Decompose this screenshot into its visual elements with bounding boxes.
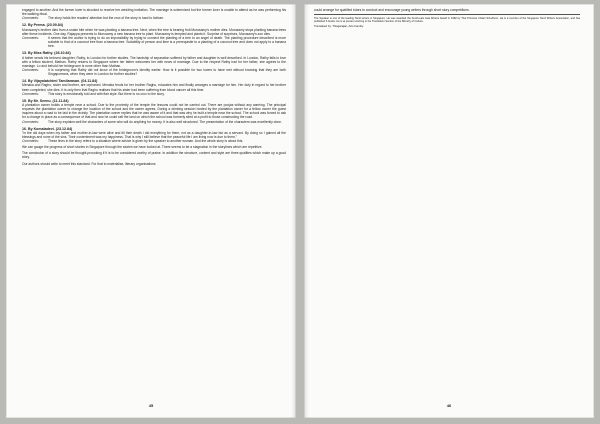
entry-body: A father sends his beloved daughter, Rathy, to London for further studies. The hardship of separation suffered by father and daughter is well described. In London, Rathy falls in love with a fellow student, Mathan. Rathy returns to Singapore where her father welcomes her with news of marriage. Due to the respect Rathy had for her father, she agrees to the marriage. Lo and behold her bridegroom is none other than Mathan. (22, 55, 286, 68)
intro-comment (22, 16, 286, 20)
closing-paragraph: We can gauge the progress of short stories in Singapore through the stories we have looked at. There seems to be a stagnation in the storylines which are repetitive. (22, 145, 263, 150)
continuation-paragraph: could arrange for qualified tutors to conduct and encourage young writers through short story competitions. (314, 8, 470, 12)
closing-paragraph: Our authors should write to meet this standard. For that to materialise, literary organisations (22, 161, 156, 166)
page-number: 45 (148, 403, 154, 408)
comment-label: Comments: (22, 91, 39, 96)
intro-paragraph: engaged to another. And the former lover is shocked to receive her wedding invitation. The marriage is solemnized but the former lover is unable to attend as he was performing his fire-walking ritual. (22, 8, 286, 17)
entry-heading: 12. By Prema. (23.09.84) (22, 23, 63, 28)
entry-heading: 14. By Vijayalatchimi Tamilarasan. (04.11.84) (22, 79, 98, 84)
entry-comment (22, 68, 286, 76)
comment-label: Comments: (22, 16, 39, 21)
translator-credit: Translated by: Thiagarajan, Arts Faculty. (314, 23, 364, 28)
author-note: The Speaker is one of the leading Tamil writers in Singapore. He was awarded the South-east Asia Writers Award in 1982 by Thai Princess Chakri Sirindhorn. He is a member of the Singapore Tamil Writers Association, and has published 6 books. He is at present working in the Translation Section of the Ministry of Culture. (314, 17, 580, 24)
entry-comment (22, 139, 286, 143)
entry-comment (22, 92, 286, 96)
comment-label: Comments: (22, 139, 39, 144)
comment-label: Comments: (22, 35, 39, 40)
entry-body: Murusamy's brother dies from a snake bite when he was planting a banana tree. Next, when the tree is bearing fruit Murusamy's mother dies. Murusamy stops planting banana trees after these incidents. One day, Rajappa presents to Murusamy a new banana tree to plant. Murusamy is tempted and plants it. Surprise of surprises, Murusamy's son dies. (22, 27, 286, 36)
comment-label: Comments: (22, 119, 39, 124)
footnote-divider (314, 14, 580, 15)
comment-text: The story holds the readers' attention but the crux of the story is hard to fathom. (48, 16, 165, 21)
entry-heading: 16. By Komaladevi. (23.12.84) (22, 126, 73, 131)
story-entry-16 (22, 127, 286, 144)
comment-text: It seems that the author is trying to do an impossibility by trying to connect the planting of a tree to an angel of death. The planting procedure described is more suitable to that of a coconut tree than a banana tree. Suitability of person and time is a prerequisite to a planting of a coconut tree and does not apply to a banana tree. (48, 35, 286, 49)
left-page (6, 4, 296, 418)
comment-text: It is surprising that Rathy did not know of the bridegroom's identity earlier. How is it possible for two lovers to have met without knowing that they are both Singaporeans, when they were in London for further studies? (48, 67, 286, 76)
comment-label: Comments: (22, 67, 39, 72)
entry-body: "In the old days when my father and mother-in-law were alive and till their death I did everything for them, not as a daughter-in-law but as a servant. By doing so I gained all the blessings and none of the sins. Their contentment was my happiness. That is why I still believe that the peaceful life I am living now is due to them." (22, 131, 286, 140)
entry-heading: 13. By Miss Rathy. (28.10.84) (22, 51, 71, 56)
comment-text: These lines in the story refers to a situation where advice is given by the speaker to another woman. And the whole story is about this. (48, 139, 244, 144)
right-page (304, 4, 594, 418)
story-entry-13 (22, 51, 286, 76)
comment-text: The story explains well the characters of some who will do anything for money. It is also well structured. The presentation of the characters was excellently done. (48, 119, 282, 124)
closing-paragraph: The conclusion of a story should be thought-provoking if it is to be considered worthy of praise. In addition the structure, content and style are three qualities which make up a good story. (22, 151, 286, 160)
story-entry-12 (22, 23, 286, 48)
entry-body: A plantation owner builds a temple near a school. Due to the proximity of the temple the lessons could not be carried out. There are poojas without any warning. The principal requests the plantation owner to change the location of the school and the owner agrees. During a drinking session hosted by the plantation owner for a fellow owner the guest inquires about a road to be laid in the vicinity. The plantation owner replies that he was aware of it and that was why he built a temple near the school. The school was forced to ask for a change in place as a consequence of that and now he could sell the land on which the school was formerly sited at a profit to those constructing the road. (22, 103, 286, 120)
comment-text: This story is emotionally told and with flair style. But there is no crux to the story. (48, 91, 165, 96)
entry-comment (22, 120, 286, 124)
story-entry-14 (22, 79, 286, 96)
entry-body: Menaka and Raghu, sister and brother, are orphaned. Menaka fends for her brother Raghu, educates him and finally arranges a marriage for him. Her duty in regard to her brother been completed, she dies. It is only then that Raghu realises that his sister had been suffering from blood cancer all this time. (22, 83, 286, 92)
entry-heading: 15. By Mr. Seenu. (11.11.84) (22, 98, 69, 103)
story-entry-15 (22, 99, 286, 124)
page-number: 46 (446, 403, 452, 408)
entry-comment (22, 36, 286, 48)
